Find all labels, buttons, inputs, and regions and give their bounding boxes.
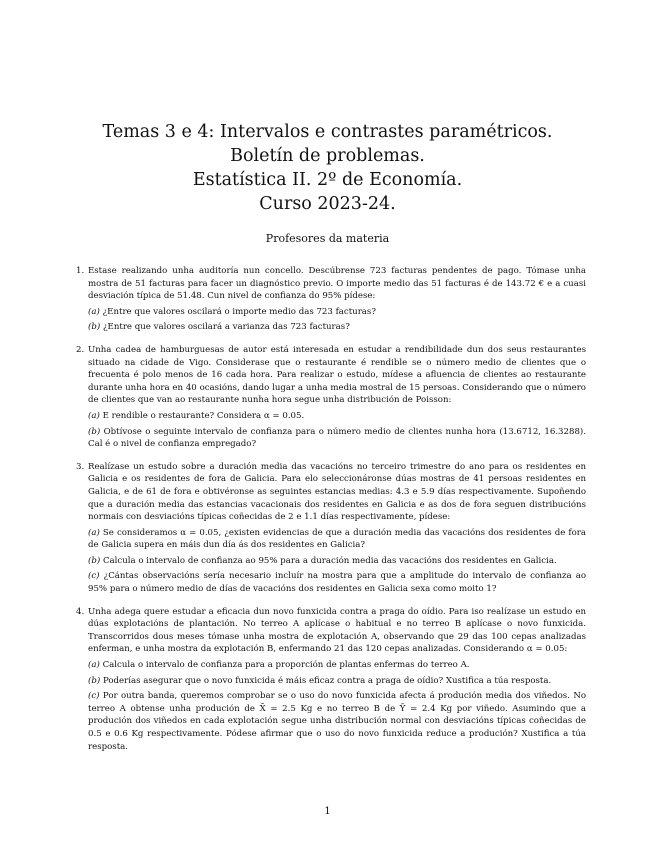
part-text: ¿Entre que valores oscilará o importe medio das 723 facturas? bbox=[102, 306, 376, 317]
part-label: (a) bbox=[88, 527, 100, 538]
problem-number: 3. bbox=[76, 461, 85, 472]
title-line: Estatística II. 2º de Economía. bbox=[192, 170, 463, 190]
part-label: (a) bbox=[88, 660, 100, 671]
problem-body bbox=[88, 265, 586, 337]
problem-part bbox=[88, 570, 586, 595]
problem-part bbox=[88, 675, 586, 688]
problem-part bbox=[88, 410, 586, 423]
part-text: ¿Cántas observacións sería necesario incluír na mostra para que a amplitude do intervalo de confianza ao 95% para o número medio de días de vacacións dos residentes en Galicia sexa como moito 1? bbox=[88, 571, 587, 595]
part-label: (a) bbox=[88, 410, 100, 421]
problem-part bbox=[88, 426, 586, 451]
problem-3 bbox=[76, 461, 586, 599]
problem-part bbox=[88, 306, 586, 319]
authors-line: Profesores da materia bbox=[265, 232, 390, 245]
problem-body bbox=[88, 606, 586, 757]
problem-number: 1. bbox=[76, 266, 85, 276]
part-label: (a) bbox=[88, 306, 100, 317]
problem-number: 4. bbox=[76, 606, 85, 617]
part-text: E rendible o restaurante? Considera α = 0.05. bbox=[102, 410, 305, 421]
problem-statement: Unha cadea de hamburguesas de autor está interesada en estudar a rendibilidade dun dos seus restaurantes situado na cidade de Vigo. Considerase que o restaurante é rendible se o número medio de clientes que o frecuenta é polo menos de 16 cada hora. Para realizar o estudo, mídese a afluencia de clientes ao restaurante durante unha hora en 40 ocasións, dando lugar a unha media mostral de 15 persoas. Considerando que o número de clientes que van ao restaurante nunha hora segue unha distribución de Poisson: bbox=[88, 344, 586, 406]
title-line: Temas 3 e 4: Intervalos e contrastes paramétricos. bbox=[102, 122, 553, 142]
part-text: Se consideramos α = 0.05, ¿existen evidencias de que a duración media das vacacións dos residentes de fora de Galicia supera en máis dun día ás dos residentes en Galicia? bbox=[88, 527, 586, 551]
part-label: (b) bbox=[88, 675, 101, 686]
part-label: (b) bbox=[88, 322, 101, 333]
part-text: Calcula o intervalo de confianza para a proporción de plantas enfermas do terreo A. bbox=[102, 660, 470, 671]
part-text: Por outra banda, queremos comprobar se o uso do novo funxicida afecta á produción media dos viñedos. No terreo A obtense unha produción de X̄ = 2.5 Kg e no terreo B de Ȳ = 2.4 Kg por viñedo. Asumindo que a produción dos viñedos en cada explotación segue unha distribución normal con desviacións típicas coñecidas de 0.5 e 0.6 Kg respectivamente. Pódese afirmar que o uso do novo funxicida reduce a produción? Xustifica a túa resposta. bbox=[88, 691, 587, 752]
problem-number: 2. bbox=[76, 344, 85, 355]
problem-part bbox=[88, 690, 586, 753]
title-block bbox=[0, 120, 655, 216]
problem-body bbox=[88, 461, 586, 599]
problem-part bbox=[88, 555, 586, 568]
part-label: (b) bbox=[88, 426, 101, 437]
problem-4 bbox=[76, 606, 586, 757]
part-label: (c) bbox=[88, 571, 100, 582]
title-line: Boletín de problemas. bbox=[230, 146, 425, 166]
problem-part bbox=[88, 527, 586, 552]
problem-2 bbox=[76, 344, 586, 454]
problem-list bbox=[76, 265, 586, 763]
part-label: (b) bbox=[88, 555, 101, 566]
part-text: ¿Entre que valores oscilará a varianza das 723 facturas? bbox=[102, 322, 350, 333]
title-line: Curso 2023-24. bbox=[259, 194, 396, 214]
part-text: Poderías asegurar que o novo funxicida é máis eficaz contra a praga de oídio? Xustifica a túa resposta. bbox=[102, 675, 552, 686]
problem-body bbox=[88, 344, 586, 454]
part-text: Obtívose o seguinte intervalo de confianza para o número medio de clientes nunha hora (13.6712, 16.3288). Cal é o nivel de confianza empregado? bbox=[88, 426, 587, 450]
problem-part bbox=[88, 659, 586, 672]
problem-statement: Realízase un estudo sobre a duración media das vacacións no terceiro trimestre do ano para os residentes en Galicia e os residentes de fora de Galicia. Para elo seleccionáronse dúas mostras de 41 persoas residentes en Galicia, e de 61 de fora e obtivéronse as seguintes estancias medias: 4.3 e 5.9 días respectivamente. Supoñendo que a duración media das estancias vacacionais dos residentes en Galicia e as dos de fora seguen distribucións normais con desviacións típicas coñecidas de 2 e 1.1 días respectivamente, pídese: bbox=[88, 461, 586, 523]
problem-part bbox=[88, 321, 586, 334]
part-text: Calcula o intervalo de confianza ao 95% para a duración media das vacacións dos residentes en Galicia. bbox=[102, 555, 557, 566]
problem-statement: Estase realizando unha auditoría nun concello. Descúbrense 723 facturas pendentes de pago. Tómase unha mostra de 51 facturas para facer un diagnóstico previo. O importe medio das 51 facturas é de 143.72 € e a cuasi desviación típica de 51.48. Cun nivel de confianza do 95% pídese: bbox=[88, 266, 586, 302]
page-number: 1 bbox=[324, 806, 331, 817]
problem-statement: Unha adega quere estudar a eficacia dun novo funxicida contra a praga do oídio. Para iso realízase un estudo en dúas explotacións de plantación. No terreo A aplícase o habitual e no terreo B aplícase o novo funxicida. Transcorridos dous meses tómase unha mostra de explotación A, observando que 29 das 100 cepas analizadas enferman, e unha mostra da explotación B, enfermando 21 das 120 cepas analizadas. Considerando α = 0.05: bbox=[88, 606, 586, 655]
problem-1 bbox=[76, 265, 586, 337]
part-label: (c) bbox=[88, 691, 100, 702]
